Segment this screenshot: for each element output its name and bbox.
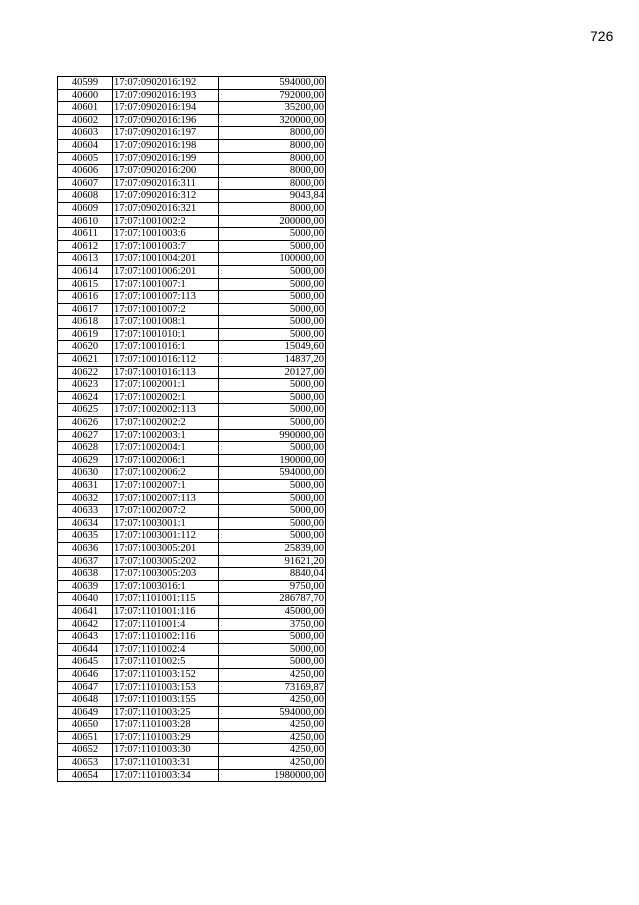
cadastral-value-cell: 8000,00 xyxy=(219,139,326,152)
cadastral-number-cell: 17:07:1101002:116 xyxy=(113,631,219,644)
row-number-cell: 40634 xyxy=(58,517,113,530)
cadastral-number-cell: 17:07:1002007:2 xyxy=(113,505,219,518)
cadastral-number-cell: 17:07:1101003:155 xyxy=(113,694,219,707)
cadastral-value-cell: 5000,00 xyxy=(219,240,326,253)
cadastral-value-cell: 190000,00 xyxy=(219,454,326,467)
cadastral-number-cell: 17:07:1001007:2 xyxy=(113,303,219,316)
table-row xyxy=(58,517,326,530)
cadastral-number-cell: 17:07:0902016:321 xyxy=(113,202,219,215)
cadastral-number-cell: 17:07:1101001:116 xyxy=(113,605,219,618)
row-number-cell: 40624 xyxy=(58,391,113,404)
table-row xyxy=(58,505,326,518)
cadastral-number-cell: 17:07:0902016:199 xyxy=(113,152,219,165)
table-row xyxy=(58,165,326,178)
row-number-cell: 40644 xyxy=(58,643,113,656)
cadastral-number-cell: 17:07:1003005:201 xyxy=(113,542,219,555)
cadastral-value-cell: 792000,00 xyxy=(219,89,326,102)
cadastral-value-cell: 100000,00 xyxy=(219,253,326,266)
row-number-cell: 40642 xyxy=(58,618,113,631)
cadastral-number-cell: 17:07:1002007:113 xyxy=(113,492,219,505)
row-number-cell: 40633 xyxy=(58,505,113,518)
row-number-cell: 40616 xyxy=(58,291,113,304)
row-number-cell: 40646 xyxy=(58,668,113,681)
cadastral-number-cell: 17:07:1003005:202 xyxy=(113,555,219,568)
cadastral-value-cell: 5000,00 xyxy=(219,265,326,278)
table-row xyxy=(58,719,326,732)
cadastral-value-cell: 594000,00 xyxy=(219,706,326,719)
cadastral-value-cell: 5000,00 xyxy=(219,303,326,316)
table-row xyxy=(58,354,326,367)
table-row xyxy=(58,127,326,140)
table-row xyxy=(58,341,326,354)
cadastral-number-cell: 17:07:0902016:196 xyxy=(113,114,219,127)
cadastral-number-cell: 17:07:1101002:5 xyxy=(113,656,219,669)
row-number-cell: 40629 xyxy=(58,454,113,467)
table-row xyxy=(58,417,326,430)
cadastral-value-cell: 5000,00 xyxy=(219,517,326,530)
row-number-cell: 40623 xyxy=(58,379,113,392)
table-row xyxy=(58,391,326,404)
cadastral-number-cell: 17:07:0902016:200 xyxy=(113,165,219,178)
table-row xyxy=(58,114,326,127)
table-row xyxy=(58,605,326,618)
row-number-cell: 40645 xyxy=(58,656,113,669)
cadastral-number-cell: 17:07:0902016:197 xyxy=(113,127,219,140)
cadastral-number-cell: 17:07:1001003:6 xyxy=(113,228,219,241)
table-row xyxy=(58,668,326,681)
cadastral-value-cell: 594000,00 xyxy=(219,467,326,480)
row-number-cell: 40599 xyxy=(58,77,113,90)
cadastral-value-cell: 5000,00 xyxy=(219,228,326,241)
row-number-cell: 40600 xyxy=(58,89,113,102)
cadastral-number-cell: 17:07:0902016:311 xyxy=(113,177,219,190)
cadastral-value-cell: 5000,00 xyxy=(219,505,326,518)
cadastral-number-cell: 17:07:1003005:203 xyxy=(113,568,219,581)
cadastral-value-cell: 5000,00 xyxy=(219,316,326,329)
table-row xyxy=(58,706,326,719)
cadastral-number-cell: 17:07:0902016:312 xyxy=(113,190,219,203)
cadastral-number-cell: 17:07:1101003:34 xyxy=(113,769,219,782)
cadastral-value-cell: 4250,00 xyxy=(219,744,326,757)
cadastral-value-cell: 5000,00 xyxy=(219,656,326,669)
row-number-cell: 40602 xyxy=(58,114,113,127)
cadastral-value-cell: 5000,00 xyxy=(219,442,326,455)
table-row xyxy=(58,190,326,203)
cadastral-value-cell: 5000,00 xyxy=(219,480,326,493)
row-number-cell: 40613 xyxy=(58,253,113,266)
row-number-cell: 40637 xyxy=(58,555,113,568)
table-row xyxy=(58,568,326,581)
cadastral-number-cell: 17:07:0902016:192 xyxy=(113,77,219,90)
cadastral-number-cell: 17:07:1001007:1 xyxy=(113,278,219,291)
table-row xyxy=(58,215,326,228)
cadastral-number-cell: 17:07:1002004:1 xyxy=(113,442,219,455)
cadastral-number-cell: 17:07:1001002:2 xyxy=(113,215,219,228)
cadastral-value-cell: 4250,00 xyxy=(219,731,326,744)
table-row xyxy=(58,757,326,770)
row-number-cell: 40621 xyxy=(58,354,113,367)
table-row xyxy=(58,328,326,341)
cadastral-value-cell: 5000,00 xyxy=(219,278,326,291)
table-row xyxy=(58,467,326,480)
row-number-cell: 40614 xyxy=(58,265,113,278)
row-number-cell: 40630 xyxy=(58,467,113,480)
row-number-cell: 40618 xyxy=(58,316,113,329)
cadastral-value-cell: 5000,00 xyxy=(219,404,326,417)
cadastral-number-cell: 17:07:1101003:30 xyxy=(113,744,219,757)
table-row xyxy=(58,555,326,568)
cadastral-value-cell: 5000,00 xyxy=(219,492,326,505)
table-row xyxy=(58,379,326,392)
cadastral-value-cell: 9043,84 xyxy=(219,190,326,203)
cadastral-number-cell: 17:07:1001003:7 xyxy=(113,240,219,253)
row-number-cell: 40641 xyxy=(58,605,113,618)
cadastral-number-cell: 17:07:1101003:29 xyxy=(113,731,219,744)
row-number-cell: 40604 xyxy=(58,139,113,152)
row-number-cell: 40620 xyxy=(58,341,113,354)
row-number-cell: 40647 xyxy=(58,681,113,694)
cadastral-value-cell: 594000,00 xyxy=(219,77,326,90)
cadastral-value-table xyxy=(57,76,326,782)
cadastral-value-cell: 15049,60 xyxy=(219,341,326,354)
row-number-cell: 40603 xyxy=(58,127,113,140)
cadastral-value-cell: 5000,00 xyxy=(219,530,326,543)
cadastral-value-cell: 5000,00 xyxy=(219,631,326,644)
table-row xyxy=(58,177,326,190)
cadastral-number-cell: 17:07:1003001:112 xyxy=(113,530,219,543)
row-number-cell: 40653 xyxy=(58,757,113,770)
table-row xyxy=(58,480,326,493)
row-number-cell: 40606 xyxy=(58,165,113,178)
cadastral-number-cell: 17:07:1101003:152 xyxy=(113,668,219,681)
cadastral-value-cell: 5000,00 xyxy=(219,379,326,392)
row-number-cell: 40622 xyxy=(58,366,113,379)
row-number-cell: 40619 xyxy=(58,328,113,341)
table-row xyxy=(58,102,326,115)
row-number-cell: 40627 xyxy=(58,429,113,442)
cadastral-number-cell: 17:07:1101001:4 xyxy=(113,618,219,631)
cadastral-number-cell: 17:07:1001008:1 xyxy=(113,316,219,329)
cadastral-value-cell: 25839,00 xyxy=(219,542,326,555)
cadastral-number-cell: 17:07:1002002:1 xyxy=(113,391,219,404)
row-number-cell: 40617 xyxy=(58,303,113,316)
table-row xyxy=(58,769,326,782)
table-row xyxy=(58,77,326,90)
table-row xyxy=(58,656,326,669)
table-row xyxy=(58,744,326,757)
cadastral-number-cell: 17:07:1001004:201 xyxy=(113,253,219,266)
table-row xyxy=(58,253,326,266)
row-number-cell: 40639 xyxy=(58,580,113,593)
table-row xyxy=(58,731,326,744)
cadastral-value-cell: 200000,00 xyxy=(219,215,326,228)
cadastral-value-cell: 14837,20 xyxy=(219,354,326,367)
cadastral-value-cell: 4250,00 xyxy=(219,694,326,707)
cadastral-number-cell: 17:07:1002002:113 xyxy=(113,404,219,417)
cadastral-value-cell: 8000,00 xyxy=(219,177,326,190)
cadastral-number-cell: 17:07:1101003:31 xyxy=(113,757,219,770)
row-number-cell: 40649 xyxy=(58,706,113,719)
row-number-cell: 40643 xyxy=(58,631,113,644)
cadastral-number-cell: 17:07:1002006:2 xyxy=(113,467,219,480)
cadastral-value-cell: 35200,00 xyxy=(219,102,326,115)
cadastral-number-cell: 17:07:0902016:194 xyxy=(113,102,219,115)
cadastral-number-cell: 17:07:1002001:1 xyxy=(113,379,219,392)
cadastral-value-cell: 45000,00 xyxy=(219,605,326,618)
row-number-cell: 40611 xyxy=(58,228,113,241)
row-number-cell: 40638 xyxy=(58,568,113,581)
table-row xyxy=(58,240,326,253)
cadastral-value-cell: 20127,00 xyxy=(219,366,326,379)
row-number-cell: 40652 xyxy=(58,744,113,757)
cadastral-number-cell: 17:07:1001016:113 xyxy=(113,366,219,379)
table-row xyxy=(58,366,326,379)
row-number-cell: 40605 xyxy=(58,152,113,165)
row-number-cell: 40635 xyxy=(58,530,113,543)
table-row xyxy=(58,643,326,656)
cadastral-value-cell: 8000,00 xyxy=(219,165,326,178)
table-row xyxy=(58,278,326,291)
cadastral-value-cell: 286787,70 xyxy=(219,593,326,606)
cadastral-number-cell: 17:07:1101003:28 xyxy=(113,719,219,732)
cadastral-value-cell: 990000,00 xyxy=(219,429,326,442)
cadastral-value-cell: 91621,20 xyxy=(219,555,326,568)
table-row xyxy=(58,580,326,593)
cadastral-value-cell: 3750,00 xyxy=(219,618,326,631)
table-row xyxy=(58,442,326,455)
table-row xyxy=(58,681,326,694)
row-number-cell: 40608 xyxy=(58,190,113,203)
cadastral-number-cell: 17:07:1001016:1 xyxy=(113,341,219,354)
table-row xyxy=(58,89,326,102)
row-number-cell: 40609 xyxy=(58,202,113,215)
cadastral-value-cell: 5000,00 xyxy=(219,643,326,656)
table-row xyxy=(58,492,326,505)
row-number-cell: 40615 xyxy=(58,278,113,291)
row-number-cell: 40607 xyxy=(58,177,113,190)
table-row xyxy=(58,291,326,304)
cadastral-number-cell: 17:07:0902016:193 xyxy=(113,89,219,102)
cadastral-number-cell: 17:07:1002002:2 xyxy=(113,417,219,430)
table-row xyxy=(58,265,326,278)
cadastral-number-cell: 17:07:1003016:1 xyxy=(113,580,219,593)
cadastral-value-cell: 8000,00 xyxy=(219,127,326,140)
table-row xyxy=(58,139,326,152)
cadastral-value-cell: 320000,00 xyxy=(219,114,326,127)
cadastral-value-cell: 8000,00 xyxy=(219,202,326,215)
cadastral-value-cell: 5000,00 xyxy=(219,328,326,341)
cadastral-number-cell: 17:07:1101003:25 xyxy=(113,706,219,719)
cadastral-value-cell: 1980000,00 xyxy=(219,769,326,782)
cadastral-value-cell: 73169,87 xyxy=(219,681,326,694)
table-row xyxy=(58,152,326,165)
cadastral-number-cell: 17:07:0902016:198 xyxy=(113,139,219,152)
cadastral-number-cell: 17:07:1001010:1 xyxy=(113,328,219,341)
table-row xyxy=(58,618,326,631)
row-number-cell: 40610 xyxy=(58,215,113,228)
row-number-cell: 40626 xyxy=(58,417,113,430)
row-number-cell: 40612 xyxy=(58,240,113,253)
cadastral-value-cell: 8840,04 xyxy=(219,568,326,581)
cadastral-number-cell: 17:07:1001007:113 xyxy=(113,291,219,304)
cadastral-number-cell: 17:07:1101002:4 xyxy=(113,643,219,656)
cadastral-number-cell: 17:07:1003001:1 xyxy=(113,517,219,530)
table-row xyxy=(58,530,326,543)
row-number-cell: 40625 xyxy=(58,404,113,417)
table-row xyxy=(58,404,326,417)
table-row xyxy=(58,694,326,707)
row-number-cell: 40631 xyxy=(58,480,113,493)
row-number-cell: 40640 xyxy=(58,593,113,606)
cadastral-number-cell: 17:07:1002007:1 xyxy=(113,480,219,493)
cadastral-value-cell: 5000,00 xyxy=(219,291,326,304)
row-number-cell: 40601 xyxy=(58,102,113,115)
cadastral-value-cell: 5000,00 xyxy=(219,417,326,430)
table-row xyxy=(58,454,326,467)
row-number-cell: 40632 xyxy=(58,492,113,505)
table-row xyxy=(58,316,326,329)
cadastral-number-cell: 17:07:1001016:112 xyxy=(113,354,219,367)
table-body xyxy=(58,77,326,782)
row-number-cell: 40654 xyxy=(58,769,113,782)
table-row xyxy=(58,228,326,241)
cadastral-number-cell: 17:07:1101003:153 xyxy=(113,681,219,694)
page-number: 726 xyxy=(590,28,614,44)
row-number-cell: 40648 xyxy=(58,694,113,707)
cadastral-value-cell: 4250,00 xyxy=(219,719,326,732)
cadastral-number-cell: 17:07:1002006:1 xyxy=(113,454,219,467)
cadastral-number-cell: 17:07:1001006:201 xyxy=(113,265,219,278)
table-row xyxy=(58,542,326,555)
row-number-cell: 40636 xyxy=(58,542,113,555)
cadastral-number-cell: 17:07:1002003:1 xyxy=(113,429,219,442)
cadastral-number-cell: 17:07:1101001:115 xyxy=(113,593,219,606)
row-number-cell: 40628 xyxy=(58,442,113,455)
cadastral-value-cell: 9750,00 xyxy=(219,580,326,593)
row-number-cell: 40650 xyxy=(58,719,113,732)
cadastral-value-cell: 4250,00 xyxy=(219,668,326,681)
table-row xyxy=(58,631,326,644)
table-row xyxy=(58,429,326,442)
table-row xyxy=(58,303,326,316)
row-number-cell: 40651 xyxy=(58,731,113,744)
table-row xyxy=(58,593,326,606)
table-row xyxy=(58,202,326,215)
cadastral-value-cell: 8000,00 xyxy=(219,152,326,165)
cadastral-value-cell: 5000,00 xyxy=(219,391,326,404)
cadastral-value-cell: 4250,00 xyxy=(219,757,326,770)
